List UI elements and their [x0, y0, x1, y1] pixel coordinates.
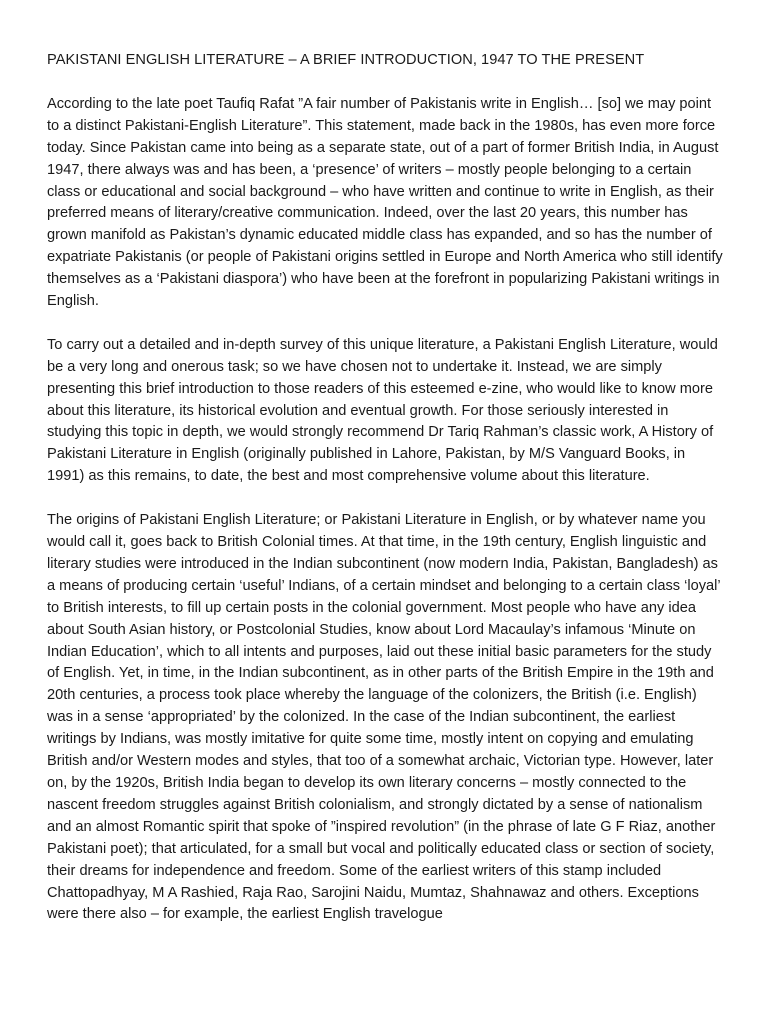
- document-title: PAKISTANI ENGLISH LITERATURE – A BRIEF INTRODUCTION, 1947 TO THE PRESENT: [47, 52, 645, 68]
- paragraph-origins: The origins of Pakistani English Literature; or Pakistani Literature in English, or by whatever name you would call it, goes back to British Colonial times. At that time, in the 19th century, English linguistic and literary studies were introduced in the Indian subcontinent (now modern India, Pakistan, Bangladesh) as a means of producing certain ‘useful’ Indians, of a certain mindset and belonging to a certain class ‘loyal’ to British interests, to fill up certain posts in the colonial government. Most people who have any idea about South Asian history, or Postcolonial Studies, know about Lord Macaulay’s infamous ‘Minute on Indian Education’, which to all intents and purposes, laid out these initial basic parameters for the study of English. Yet, in time, in the Indian subcontinent, as in other parts of the British Empire in the 19th and 20th centuries, a process took place whereby the language of the colonizers, the British (i.e. English) was in a sense ‘appropriated’ by the colonized. In the case of the Indian subcontinent, the earliest writings by Indians, was mostly imitative for quite some time, mostly intent on copying and emulating British and/or Western modes and styles, that too of a somewhat archaic, Victorian type. However, later on, by the 1920s, British India began to develop its own literary concerns – mostly connected to the nascent freedom struggles against British colonialism, and strongly dictated by a sense of nationalism and an almost Romantic spirit that spoke of ”inspired revolution” (in the phrase of late G F Riaz, another Pakistani poet); that articulated, for a small but vocal and politically educated class or section of society, their dreams for independence and freedom. Some of the earliest writers of this stamp included Chattopadhyay, M A Rashied, Raja Rao, Sarojini Naidu, Mumtaz, Shahnawaz and others. Exceptions were there also – for example, the earliest English travelogue: [47, 512, 721, 923]
- paragraph-intro: According to the late poet Taufiq Rafat ”A fair number of Pakistanis write in English… [so] we may point to a distinct Pakistani-English Literature”. This statement, made back in the 1980s, has even more force today. Since Pakistan came into being as a separate state, out of a part of former British India, in August 1947, there always was and has been, a ‘presence’ of writers – mostly people belonging to a certain class or educational and social background – who have written and continue to write in English, as their preferred means of literary/creative communication. Indeed, over the last 20 years, this number has grown manifold as Pakistan’s dynamic educated middle class has expanded, and so has the number of expatriate Pakistanis (or people of Pakistani origins settled in Europe and North America who still identify themselves as a ‘Pakistani diaspora’) who have been at the forefront in popularizing Pakistani writings in English.: [47, 95, 723, 310]
- paragraph-survey: To carry out a detailed and in-depth survey of this unique literature, a Pakistani English Literature, would be a very long and onerous task; so we have chosen not to undertake it. Instead, we are simply presenting this brief introduction to those readers of this esteemed e-zine, who would like to know more about this literature, its historical evolution and eventual growth. For those seriously interested in studying this topic in depth, we would strongly recommend Dr Tariq Rahman’s classic work, A History of Pakistani Literature in English (originally published in Lahore, Pakistan, by M/S Vanguard Books, in 1991) as this remains, to date, the best and most comprehensive volume about this literature.: [47, 336, 718, 485]
